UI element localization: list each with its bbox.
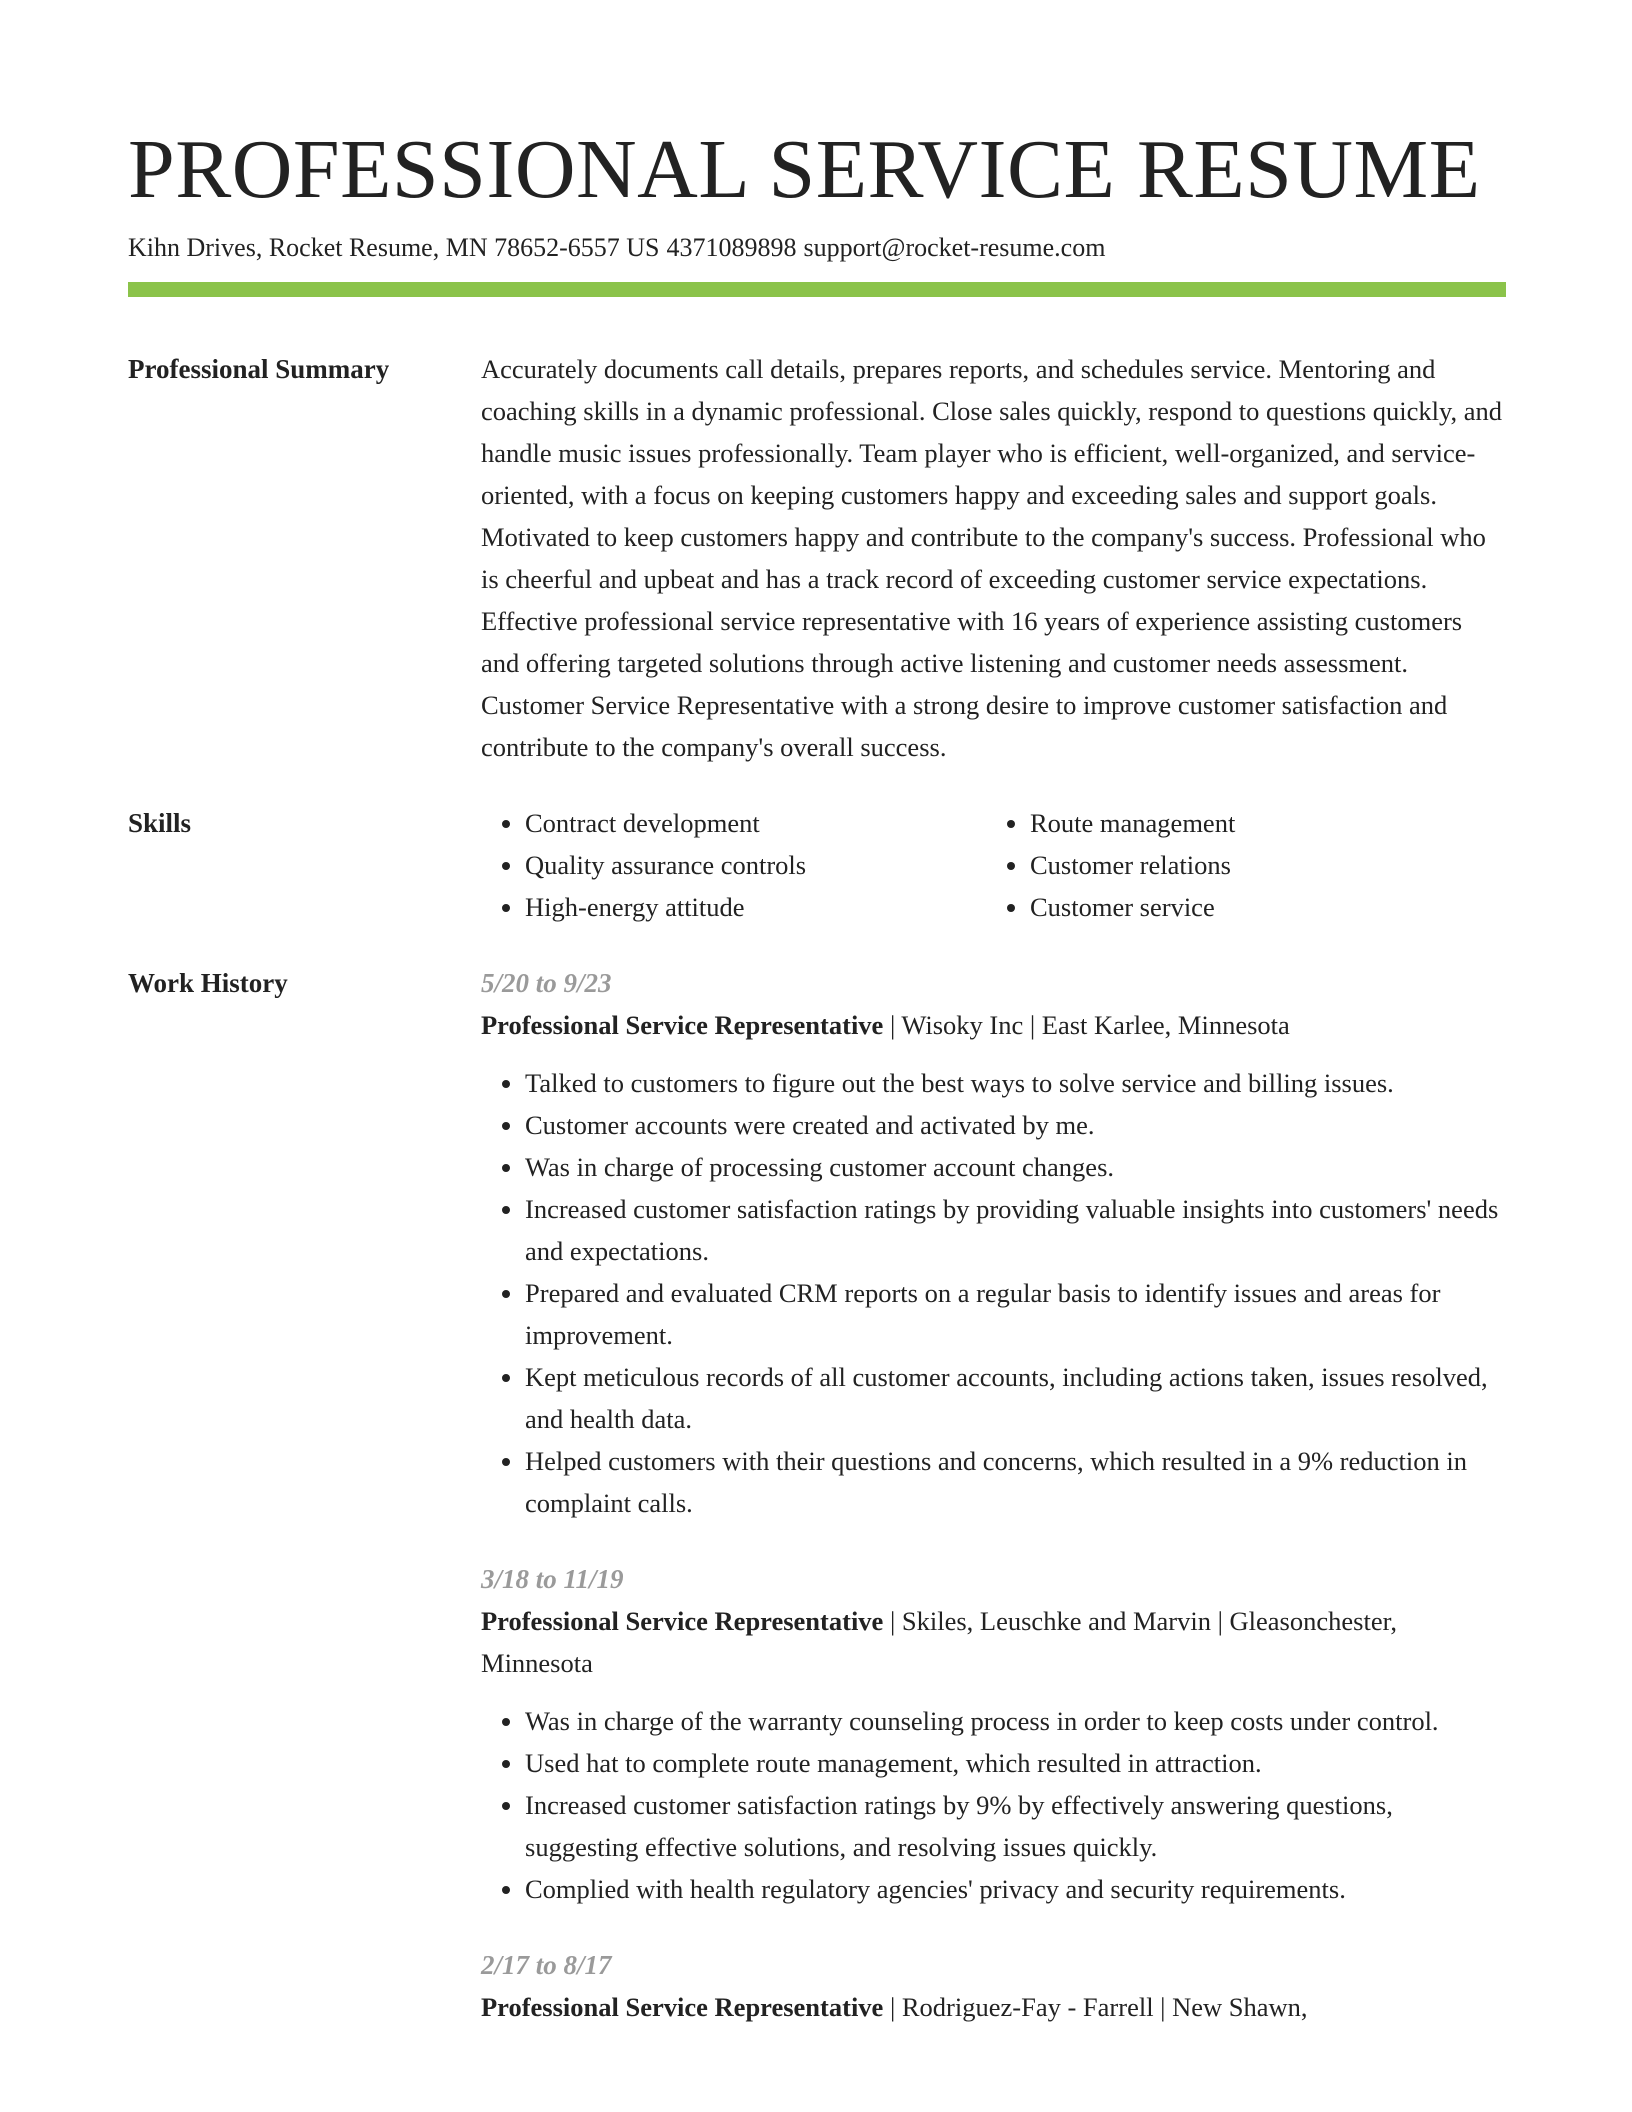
resume-title: PROFESSIONAL SERVICE RESUME [128, 123, 1481, 216]
job-employer-location: | Skiles, Leuschke and Marvin | Gleasonchester, Minnesota [481, 1606, 1397, 1678]
work-history-body [481, 962, 1506, 2062]
skill-item: • Customer relations [1030, 844, 1491, 886]
job-title-line [481, 1986, 1506, 2028]
skill-item: • Contract development [525, 802, 986, 844]
skills-body [481, 802, 1506, 928]
summary-body [481, 348, 1506, 768]
job-employer-location: | Wisoky Inc | East Karlee, Minnesota [883, 1010, 1290, 1040]
job-entry [481, 1944, 1506, 2028]
job-employer-location: | Rodriguez-Fay - Farrell | New Shawn, [883, 1992, 1308, 2022]
job-bullet: • Increased customer satisfaction ratings by providing valuable insights into customers' needs and expectations. [525, 1188, 1506, 1272]
contact-line [128, 230, 1506, 266]
job-bullet: • Customer accounts were created and activated by me. [525, 1104, 1506, 1146]
job-entry [481, 1558, 1506, 1910]
summary-section [128, 348, 1506, 768]
skills-column-left [481, 802, 986, 928]
skill-item: • Quality assurance controls [525, 844, 986, 886]
job-dates: 5/20 to 9/23 [481, 968, 612, 998]
job-bullet: • Was in charge of the warranty counseling process in order to keep costs under control. [525, 1700, 1506, 1742]
skill-item: • Route management [1030, 802, 1491, 844]
header-accent-rule [128, 282, 1506, 297]
summary-heading: Professional Summary [128, 354, 390, 384]
skill-item: • High-energy attitude [525, 886, 986, 928]
job-bullet: • Kept meticulous records of all customer accounts, including actions taken, issues resolved, and health data. [525, 1356, 1506, 1440]
job-title-line [481, 1600, 1506, 1684]
skills-heading: Skills [128, 808, 192, 838]
job-bullets [481, 1700, 1506, 1910]
job-bullet: • Increased customer satisfaction ratings by 9% by effectively answering questions, suggesting effective solutions, and resolving issues quickly. [525, 1784, 1506, 1868]
contact-email: support@rocket-resume.com [803, 233, 1106, 262]
job-bullet: • Prepared and evaluated CRM reports on a regular basis to identify issues and areas for improvement. [525, 1272, 1506, 1356]
job-bullets [481, 1062, 1506, 1524]
job-bullet: • Used hat to complete route management, which resulted in attraction. [525, 1742, 1506, 1784]
skills-grid [481, 802, 1506, 928]
job-bullet: • Was in charge of processing customer account changes. [525, 1146, 1506, 1188]
job-dates: 2/17 to 8/17 [481, 1950, 612, 1980]
work-history-heading: Work History [128, 968, 288, 998]
job-bullet: • Talked to customers to figure out the best ways to solve service and billing issues. [525, 1062, 1506, 1104]
job-title: Professional Service Representative [481, 1010, 884, 1040]
job-title: Professional Service Representative [481, 1606, 884, 1636]
work-history-section [128, 962, 1506, 2062]
job-bullet: • Complied with health regulatory agencies' privacy and security requirements. [525, 1868, 1506, 1910]
job-title-line [481, 1004, 1506, 1046]
job-dates: 3/18 to 11/19 [481, 1564, 624, 1594]
resume-page [128, 118, 1506, 2062]
contact-address: Kihn Drives, Rocket Resume, MN 78652-6557 US [128, 233, 660, 262]
job-bullet: • Helped customers with their questions and concerns, which resulted in a 9% reduction in complaint calls. [525, 1440, 1506, 1524]
contact-phone: 4371089898 [666, 233, 797, 262]
summary-text: Accurately documents call details, prepares reports, and schedules service. Mentoring and coaching skills in a dynamic professional. Close sales quickly, respond to questions quickly, and handle music issues professionally. Team player who is efficient, well-organized, and service-oriented, with a focus on keeping customers happy and exceeding sales and support goals. Motivated to keep customers happy and contribute to the company's success. Professional who is cheerful and upbeat and has a track record of exceeding customer service expectations. Effective professional service representative with 16 years of experience assisting customers and offering targeted solutions through active listening and customer needs assessment. Customer Service Representative with a strong desire to improve customer satisfaction and contribute to the company's overall success. [481, 354, 1503, 762]
job-entry [481, 962, 1506, 1524]
skills-section [128, 802, 1506, 928]
skill-item: • Customer service [1030, 886, 1491, 928]
job-title: Professional Service Representative [481, 1992, 884, 2022]
skills-column-right [986, 802, 1491, 928]
